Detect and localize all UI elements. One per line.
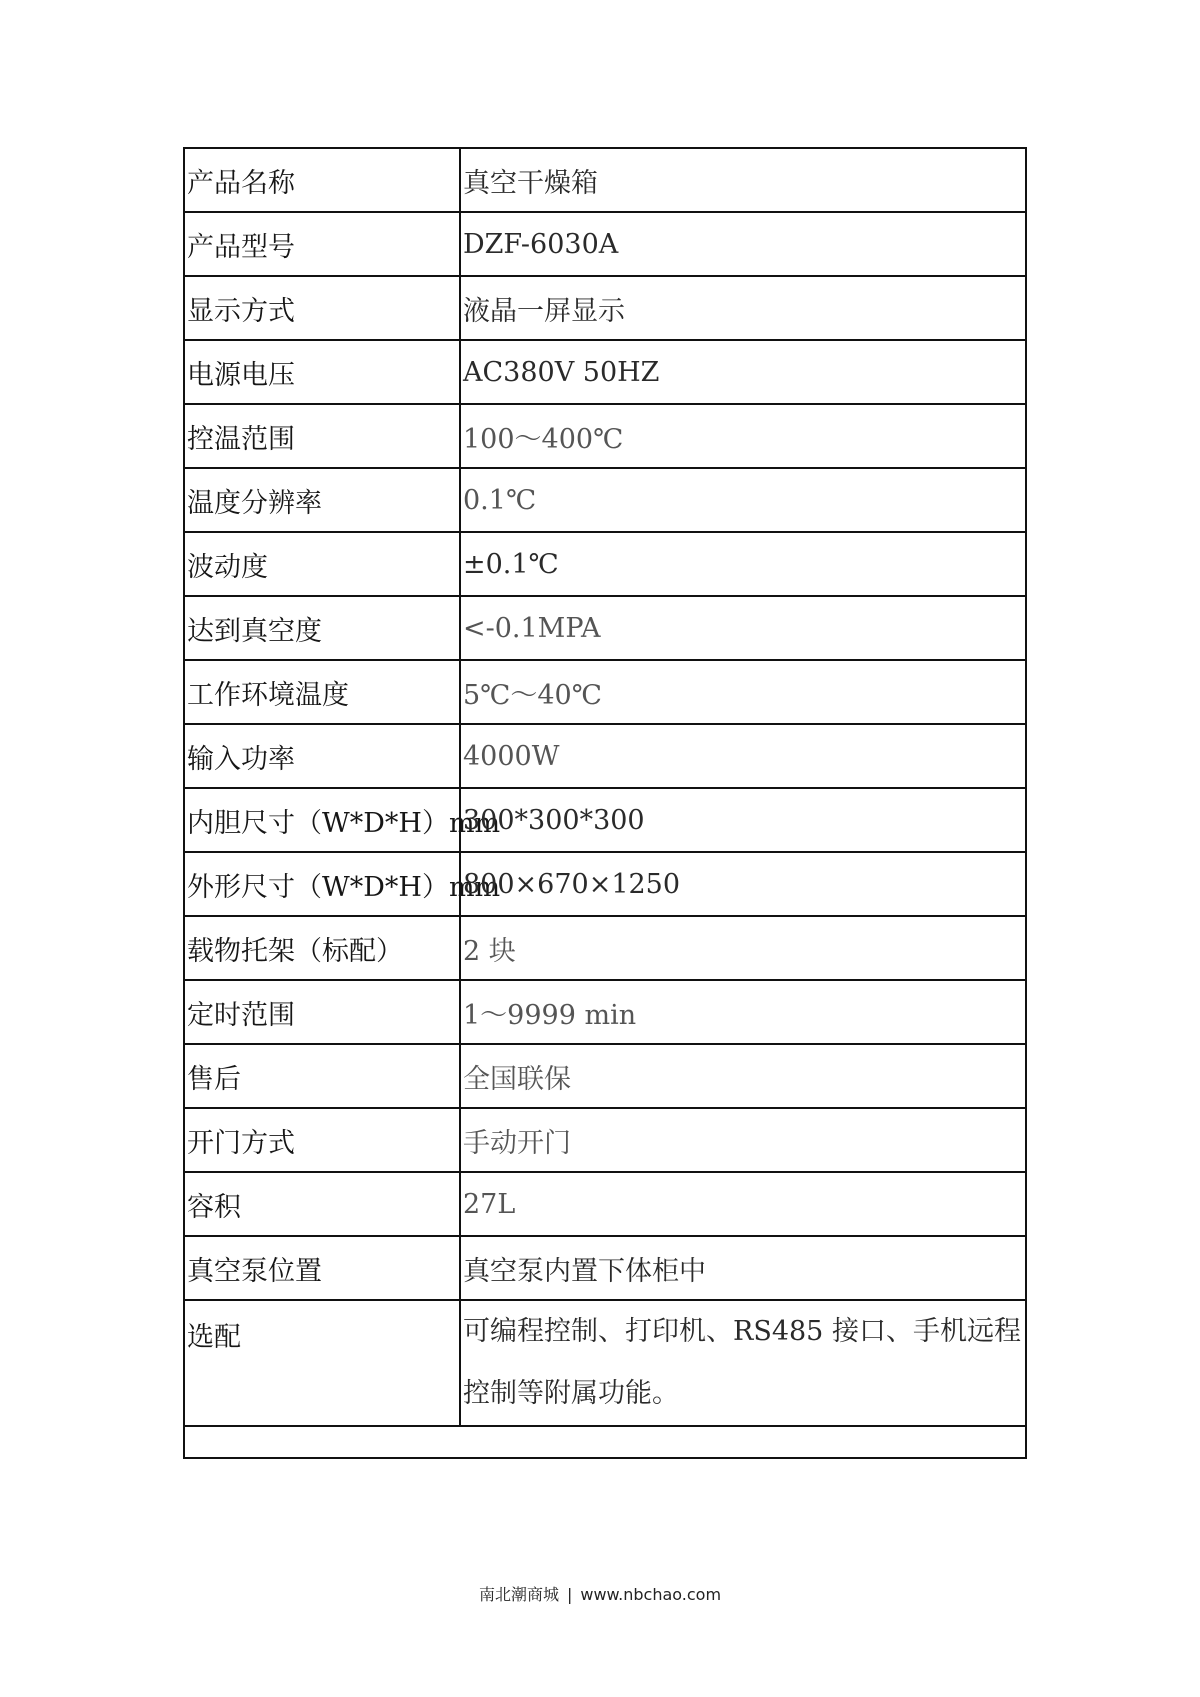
table-row — [184, 340, 1026, 404]
table-row — [184, 916, 1026, 980]
table-row-empty — [184, 1426, 1026, 1458]
footer-separator: | — [566, 1585, 573, 1604]
spec-value-shelves: 2 块 — [460, 916, 1026, 980]
spec-label-vacuum: 达到真空度 — [184, 596, 460, 660]
page-footer — [0, 1582, 1200, 1605]
spec-label-timer-range: 定时范围 — [184, 980, 460, 1044]
spec-label-pump-position: 真空泵位置 — [184, 1236, 460, 1300]
empty-cell — [184, 1426, 1026, 1458]
spec-label-ambient-temp: 工作环境温度 — [184, 660, 460, 724]
table-row — [184, 1236, 1026, 1300]
spec-value-options: 可编程控制、打印机、RS485 接口、手机远程控制等附属功能。 — [460, 1300, 1026, 1426]
spec-value-temp-resolution: 0.1℃ — [460, 468, 1026, 532]
table-row — [184, 1108, 1026, 1172]
spec-label-power-voltage: 电源电压 — [184, 340, 460, 404]
table-row — [184, 788, 1026, 852]
spec-value-power-voltage: AC380V 50HZ — [460, 340, 1026, 404]
spec-label-door-type: 开门方式 — [184, 1108, 460, 1172]
spec-value-display: 液晶一屏显示 — [460, 276, 1026, 340]
table-row — [184, 1300, 1026, 1426]
table-row — [184, 148, 1026, 212]
spec-label-options: 选配 — [184, 1300, 460, 1426]
spec-value-outer-size: 800×670×1250 — [460, 852, 1026, 916]
table-row — [184, 212, 1026, 276]
footer-site-name: 南北潮商城 — [478, 1585, 559, 1604]
table-row — [184, 852, 1026, 916]
spec-value-inner-size: 300*300*300 — [460, 788, 1026, 852]
spec-label-display: 显示方式 — [184, 276, 460, 340]
spec-value-vacuum: <-0.1MPA — [460, 596, 1026, 660]
spec-value-fluctuation: ±0.1℃ — [460, 532, 1026, 596]
spec-label-model: 产品型号 — [184, 212, 460, 276]
table-row — [184, 1172, 1026, 1236]
table-row — [184, 660, 1026, 724]
spec-value-product-name: 真空干燥箱 — [460, 148, 1026, 212]
table-row — [184, 276, 1026, 340]
spec-value-pump-position: 真空泵内置下体柜中 — [460, 1236, 1026, 1300]
spec-label-input-power: 输入功率 — [184, 724, 460, 788]
spec-label-temp-range: 控温范围 — [184, 404, 460, 468]
table-row — [184, 980, 1026, 1044]
table-row — [184, 724, 1026, 788]
spec-label-fluctuation: 波动度 — [184, 532, 460, 596]
spec-label-shelves: 载物托架（标配） — [184, 916, 460, 980]
table-row — [184, 532, 1026, 596]
table-row — [184, 404, 1026, 468]
table-row — [184, 468, 1026, 532]
spec-value-after-sales: 全国联保 — [460, 1044, 1026, 1108]
spec-value-input-power: 4000W — [460, 724, 1026, 788]
spec-label-product-name: 产品名称 — [184, 148, 460, 212]
table-row — [184, 596, 1026, 660]
spec-value-temp-range: 100～400℃ — [460, 404, 1026, 468]
spec-label-outer-size: 外形尺寸（W*D*H）mm — [184, 852, 460, 916]
spec-value-model: DZF-6030A — [460, 212, 1026, 276]
table-row — [184, 1044, 1026, 1108]
spec-label-inner-size: 内胆尺寸（W*D*H）mm — [184, 788, 460, 852]
spec-label-volume: 容积 — [184, 1172, 460, 1236]
footer-url[interactable]: www.nbchao.com — [580, 1585, 722, 1604]
spec-table — [183, 147, 1027, 1459]
spec-value-door-type: 手动开门 — [460, 1108, 1026, 1172]
spec-label-after-sales: 售后 — [184, 1044, 460, 1108]
spec-value-ambient-temp: 5℃～40℃ — [460, 660, 1026, 724]
spec-value-volume: 27L — [460, 1172, 1026, 1236]
spec-label-temp-resolution: 温度分辨率 — [184, 468, 460, 532]
spec-value-timer-range: 1～9999 min — [460, 980, 1026, 1044]
